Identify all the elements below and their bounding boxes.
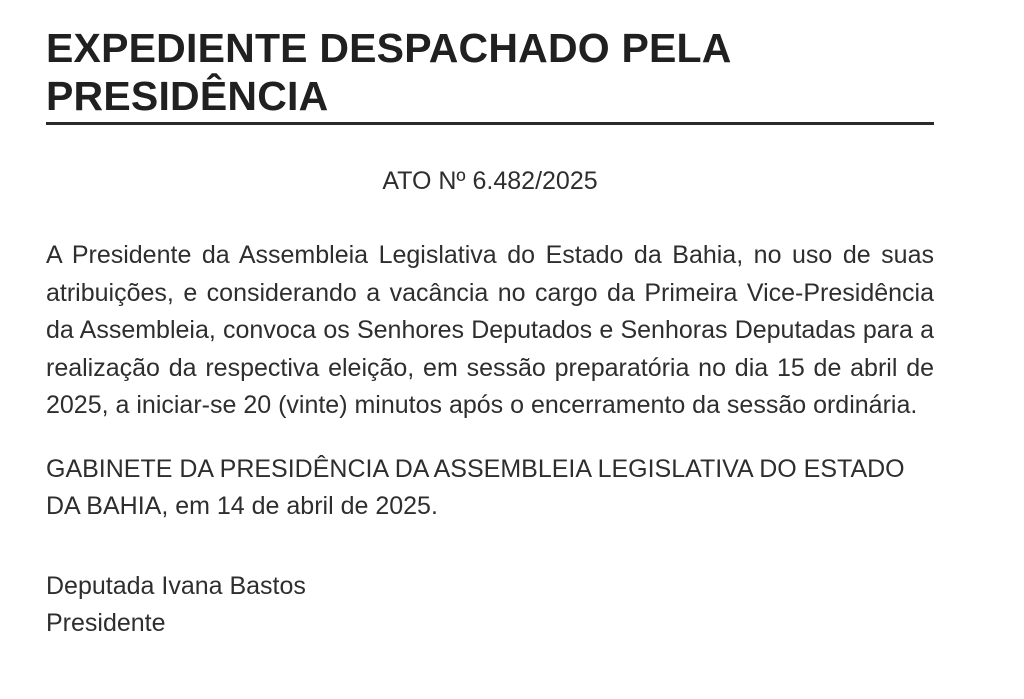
act-body-paragraph: A Presidente da Assembleia Legislativa do Estado da Bahia, no uso de suas atribuições, e considerando a vacância no cargo da Primeira Vice-Presidência da Assembleia, convoca os Senhores Deputados e Senhoras Deputadas para a realização da respectiva eleição, em sessão preparatória no dia 15 de abril de 2025, a iniciar-se 20 (vinte) minutos após o encerramento da sessão ordinária. (46, 241, 934, 419)
closing-paragraph: GABINETE DA PRESIDÊNCIA DA ASSEMBLEIA LEGISLATIVA DO ESTADO DA BAHIA, em 14 de abril de 2025. (46, 454, 905, 520)
signatory-name: Deputada Ivana Bastos (46, 571, 306, 600)
document-heading: EXPEDIENTE DESPACHADO PELA PRESIDÊNCIA (46, 24, 934, 125)
act-number: ATO Nº 6.482/2025 (382, 167, 598, 195)
document-page (46, 24, 934, 642)
signatory-title: Presidente (46, 608, 166, 637)
signature-block (46, 568, 934, 642)
